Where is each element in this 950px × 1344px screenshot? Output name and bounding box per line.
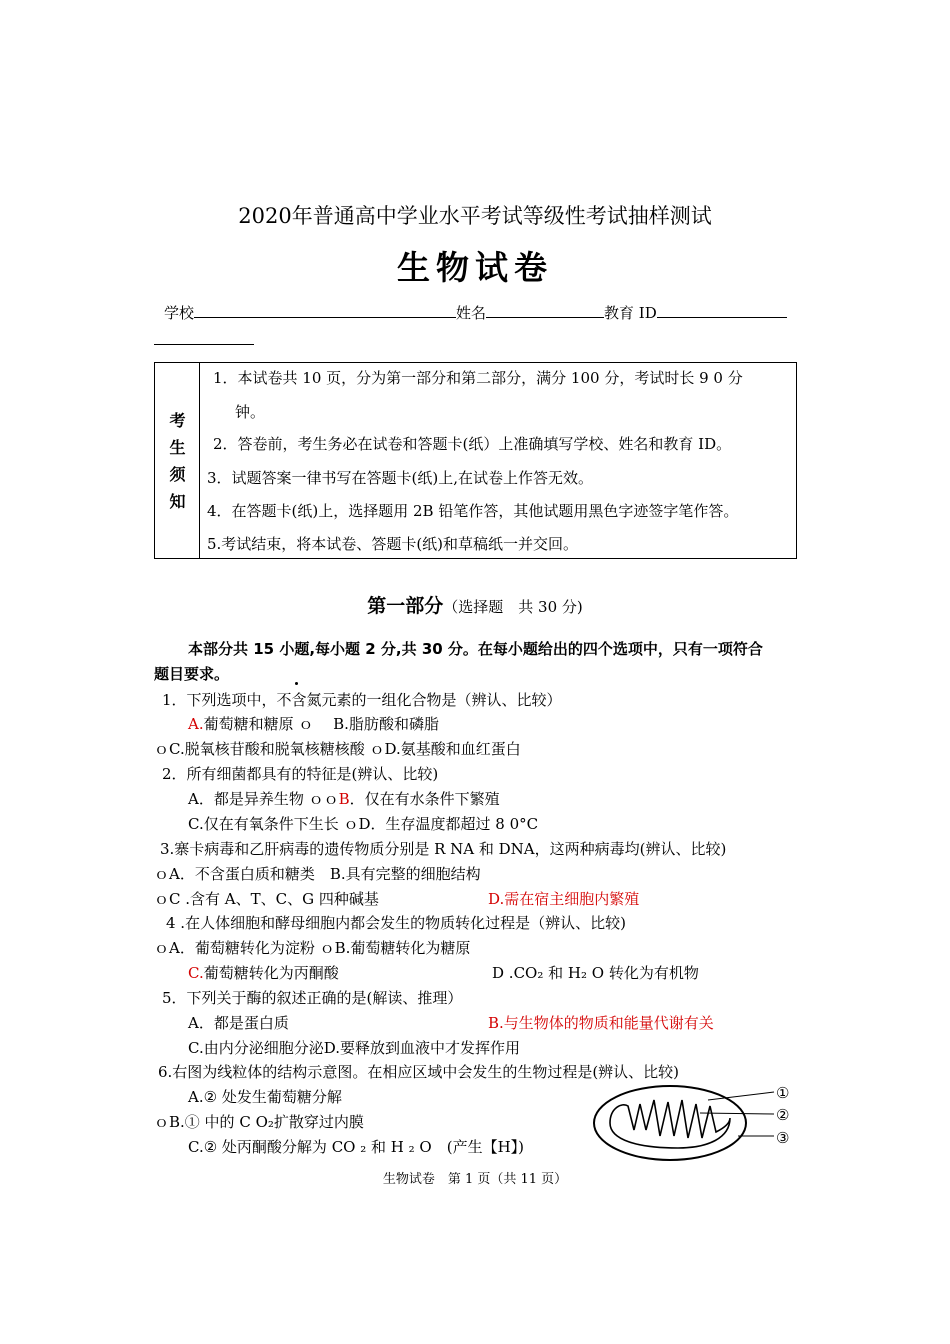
exam-title: 2020年普通高中学业水平考试等级性考试抽样测试 xyxy=(238,204,712,228)
question-options: ｏC.脱氧核苷酸和脱氧核糖核酸 ｏD.氨基酸和血红蛋白 xyxy=(154,740,521,758)
id-field[interactable] xyxy=(657,303,787,318)
correct-option: D.需在宿主细胞内繁殖 xyxy=(488,890,640,908)
question-options: A．都是蛋白质 xyxy=(188,1014,289,1032)
question-options: C.② 处丙酮酸分解为 CO ₂ 和 H ₂ O (产生【H】) xyxy=(188,1138,524,1156)
question-options: D .CO₂ 和 H₂ O 转化为有机物 xyxy=(492,964,699,982)
question-stem: 6.右图为线粒体的结构示意图。在相应区域中会发生的生物过程是(辨认、比较) xyxy=(158,1063,680,1081)
school-label: 学校 xyxy=(164,304,195,322)
correct-option: B.与生物体的物质和能量代谢有关 xyxy=(488,1014,714,1032)
emphasis-dot xyxy=(295,682,298,685)
outer-membrane xyxy=(594,1086,746,1160)
inner-membrane-cristae xyxy=(610,1100,730,1148)
option-text: 葡萄糖转化为丙酮酸 xyxy=(203,964,339,982)
question-options xyxy=(188,962,339,983)
notice-heading-char: 考 xyxy=(169,411,186,430)
correct-option-letter: A. xyxy=(188,715,204,733)
part1-title: 第一部分 xyxy=(367,595,444,617)
notice-item: 3．试题答案一律书写在答题卡(纸)上,在试卷上作答无效。 xyxy=(207,469,594,487)
question-options: ｏA．不含蛋白质和糖类 B.具有完整的细胞结构 xyxy=(154,865,481,883)
school-field[interactable] xyxy=(194,303,456,318)
part1-heading xyxy=(0,591,950,618)
question-stem: 1．下列选项中，不含氮元素的一组化合物是（辨认、比较） xyxy=(162,691,562,709)
question-stem: 5．下列关于酶的叙述正确的是(解读、推理） xyxy=(162,989,463,1007)
notice-heading-char: 生 xyxy=(169,438,186,457)
info-line-continuation xyxy=(154,330,254,345)
part1-instruction: 本部分共 15 小题,每小题 2 分,共 30 分。在每小题给出的四个选项中，只有一项符合 xyxy=(188,640,763,658)
option-text: 葡萄糖和糖原 ｏ B.脂肪酸和磷脂 xyxy=(203,715,439,733)
question-options xyxy=(188,713,439,734)
mitochondrion-figure xyxy=(588,1078,800,1170)
question-options xyxy=(188,788,500,809)
id-label: 教育 ID xyxy=(604,304,657,322)
correct-option-letter: B xyxy=(338,790,350,808)
question-options: ｏA．葡萄糖转化为淀粉 ｏB.葡萄糖转化为糖原 xyxy=(154,939,471,957)
option-text: ．仅在有水条件下繁殖 xyxy=(349,790,500,808)
figure-label: ② xyxy=(776,1106,790,1124)
notice-heading-char: 知 xyxy=(169,492,186,511)
figure-label: ③ xyxy=(776,1129,790,1147)
figure-label: ① xyxy=(776,1084,790,1102)
name-label: 姓名 xyxy=(456,304,487,322)
question-options: ｏC .含有 A、T、C、G 四种碱基 xyxy=(154,890,379,908)
notice-item: 2．答卷前，考生务必在试卷和答题卡(纸）上准确填写学校、姓名和教育 ID。 xyxy=(213,435,732,453)
subject-title: 生物试卷 xyxy=(397,248,553,287)
notice-box xyxy=(154,362,797,559)
name-field[interactable] xyxy=(486,303,604,318)
question-options: C.由内分泌细胞分泌D.要释放到血液中才发挥作用 xyxy=(188,1039,520,1057)
question-stem: 3.寨卡病毒和乙肝病毒的遗传物质分别是 R NA 和 DNA，这两种病毒均(辨认、比较) xyxy=(160,840,727,858)
part1-subtitle: （选择题 共 30 分) xyxy=(443,598,583,616)
part1-instruction: 题目要求。 xyxy=(154,665,230,683)
correct-option-letter: C. xyxy=(188,964,204,982)
page-footer: 生物试卷 第 1 页（共 11 页） xyxy=(382,1172,568,1187)
info-line xyxy=(164,302,787,323)
notice-item: 4．在答题卡(纸)上，选择题用 2B 铅笔作答，其他试题用黑色字迹签字笔作答。 xyxy=(207,502,739,520)
notice-item: 钟。 xyxy=(235,403,266,421)
question-options: ｏB.① 中的 C O₂扩散穿过内膜 xyxy=(154,1113,364,1131)
question-stem: 2．所有细菌都具有的特征是(辨认、比较) xyxy=(162,765,439,783)
option-text: A．都是异养生物 ｏｏ xyxy=(188,790,339,808)
notice-heading-char: 须 xyxy=(169,465,186,484)
question-stem: 4 .在人体细胞和酵母细胞内都会发生的物质转化过程是（辨认、比较) xyxy=(166,914,626,932)
question-options: C.仅在有氧条件下生长 ｏD．生存温度都超过 8 0°C xyxy=(188,815,539,833)
notice-heading xyxy=(155,363,200,558)
notice-item: 5.考试结束，将本试卷、答题卡(纸)和草稿纸一并交回。 xyxy=(207,535,579,553)
question-options: A.② 处发生葡萄糖分解 xyxy=(188,1088,342,1106)
notice-item: 1．本试卷共 10 页，分为第一部分和第二部分，满分 100 分，考试时长 9 0 分 xyxy=(213,369,743,387)
